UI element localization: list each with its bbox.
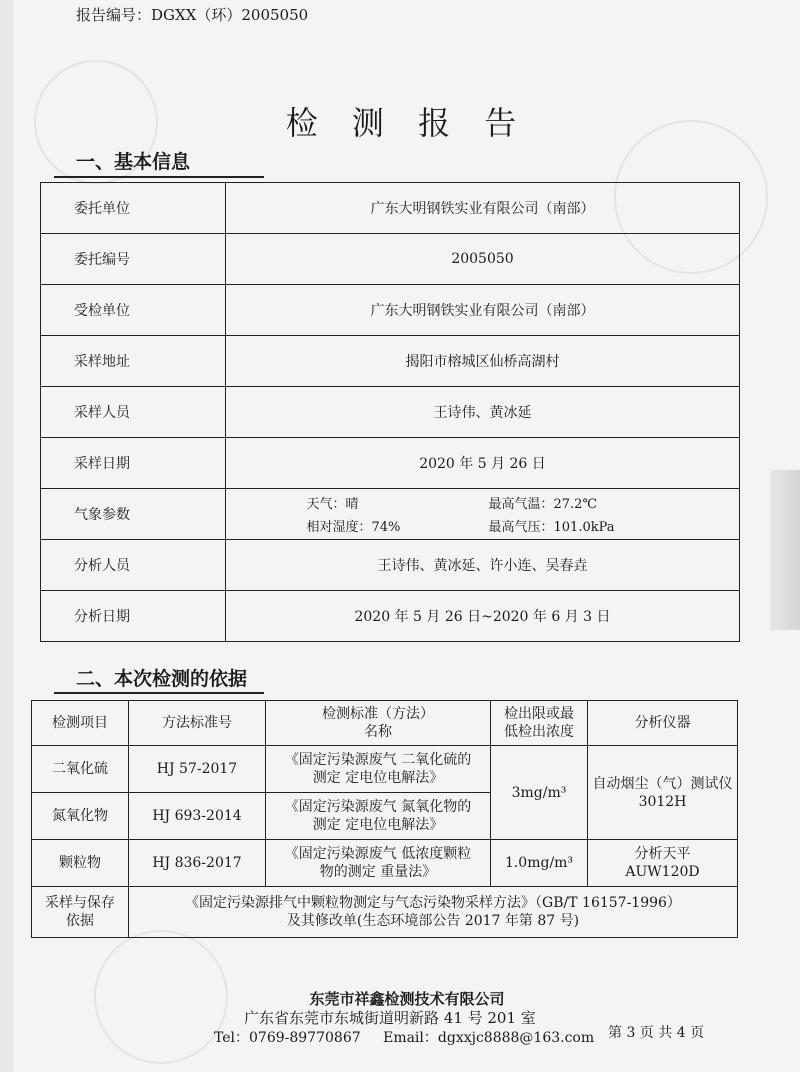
- cell-std-name: [266, 793, 491, 840]
- row-label: 采样日期: [41, 438, 226, 489]
- footer-company: 东莞市祥鑫检测技术有限公司: [309, 990, 505, 1008]
- row-label: 委托编号: [41, 234, 226, 285]
- adjacent-page-edge: [770, 470, 800, 630]
- cell-instrument-pm: [588, 840, 738, 887]
- row-label: 分析人员: [41, 540, 226, 591]
- table-row: [41, 540, 740, 591]
- section-heading-basis: 二、本次检测的依据: [76, 668, 248, 690]
- row-value: 揭阳市榕城区仙桥高湖村: [226, 336, 740, 387]
- table-row: [41, 285, 740, 336]
- weather-values: [226, 489, 740, 540]
- cell-std-no: HJ 57-2017: [129, 746, 266, 793]
- cell-std-no: HJ 693-2014: [129, 793, 266, 840]
- instrument-pm-line1: 分析天平: [634, 846, 691, 862]
- sampling-label-line1: 采样与保存: [45, 895, 115, 911]
- cell-limit-pm: 1.0mg/m³: [491, 840, 588, 887]
- cell-std-no: HJ 836-2017: [129, 840, 266, 887]
- row-value: 2020 年 5 月 26 日~2020 年 6 月 3 日: [226, 591, 740, 642]
- row-value: 王诗伟、黄冰延、许小连、吴春垚: [226, 540, 740, 591]
- footer-contact: [214, 1027, 612, 1047]
- row-value: 广东大明钢铁实业有限公司（南部）: [226, 183, 740, 234]
- header-std-name-line1: 检测标准（方法）: [322, 706, 434, 722]
- basic-info-table: [40, 182, 740, 642]
- table-row: [32, 746, 738, 793]
- footer-email: Email：dgxxjc8888@163.com: [383, 1030, 595, 1046]
- row-value: 2005050: [226, 234, 740, 285]
- header-instrument: 分析仪器: [588, 701, 738, 746]
- cell-std-name-line2: 测定 定电位电解法》: [312, 817, 444, 833]
- sampling-label-line2: 依据: [66, 913, 94, 929]
- row-label: 采样地址: [41, 336, 226, 387]
- section-heading-basic-info: 一、基本信息: [76, 151, 191, 173]
- instrument-pm-line2: AUW120D: [625, 864, 700, 880]
- row-value: 2020 年 5 月 26 日: [226, 438, 740, 489]
- table-row-sampling: [32, 887, 738, 938]
- cell-std-name-line1: 《固定污染源废气 二氧化硫的: [284, 752, 472, 768]
- table-row: [41, 183, 740, 234]
- cell-sampling-text: [129, 887, 738, 938]
- header-std-no: 方法标准号: [129, 701, 266, 746]
- header-limit-line1: 检出限或最: [504, 706, 574, 722]
- instrument-gas-line2: 3012H: [638, 793, 687, 810]
- page-title: 检 测 报 告: [285, 104, 529, 142]
- header-limit: [491, 701, 588, 746]
- table-row: [41, 387, 740, 438]
- max-temp-text: 最高气温：27.2℃: [488, 497, 597, 512]
- table-header-row: [32, 701, 738, 746]
- page-number: 第 3 页 共 4 页: [608, 1025, 705, 1041]
- cell-sampling-label: [32, 887, 129, 938]
- row-label: 气象参数: [41, 489, 226, 540]
- table-row: [41, 591, 740, 642]
- cell-std-name-line1: 《固定污染源废气 氮氧化物的: [284, 799, 472, 815]
- cell-std-name: [266, 746, 491, 793]
- report-page: [14, 0, 800, 1072]
- header-limit-line2: 低检出浓度: [504, 724, 574, 740]
- footer-tel: Tel：0769-89770867: [214, 1030, 361, 1046]
- humidity-text: 相对湿度：74%: [306, 520, 401, 535]
- table-row: [32, 840, 738, 887]
- cell-std-name: [266, 840, 491, 887]
- table-row: [41, 336, 740, 387]
- table-row-weather: [41, 489, 740, 540]
- cell-item: 二氧化硫: [32, 746, 129, 793]
- instrument-gas-line1: 自动烟尘（气）测试仪: [592, 775, 733, 792]
- heading-underline: [54, 176, 264, 178]
- row-label: 委托单位: [41, 183, 226, 234]
- max-pressure-text: 最高气压：101.0kPa: [488, 520, 615, 535]
- cell-item: 颗粒物: [32, 840, 129, 887]
- row-value: 广东大明钢铁实业有限公司（南部）: [226, 285, 740, 336]
- row-label: 受检单位: [41, 285, 226, 336]
- sampling-text-line1: 《固定污染源排气中颗粒物测定与气态污染物采样方法》（GB/T 16157-1996）: [185, 895, 681, 911]
- heading-underline: [54, 692, 264, 694]
- footer-address: 广东省东莞市东城街道明新路 41 号 201 室: [244, 1009, 536, 1027]
- table-row: [41, 234, 740, 285]
- basis-table: [31, 700, 738, 938]
- report-number: 报告编号：DGXX（环）2005050: [76, 6, 309, 24]
- header-item: 检测项目: [32, 701, 129, 746]
- cell-std-name-line1: 《固定污染源废气 低浓度颗粒: [284, 846, 472, 862]
- cell-std-name-line2: 测定 定电位电解法》: [312, 770, 444, 786]
- table-row: [41, 438, 740, 489]
- cell-item: 氮氧化物: [32, 793, 129, 840]
- header-std-name: [266, 701, 491, 746]
- weather-text: 天气：晴: [306, 497, 359, 512]
- row-label: 分析日期: [41, 591, 226, 642]
- cell-std-name-line2: 物的测定 重量法》: [319, 864, 437, 880]
- row-label: 采样人员: [41, 387, 226, 438]
- cell-instrument-gas: [588, 746, 738, 840]
- row-value: 王诗伟、黄冰延: [226, 387, 740, 438]
- cell-limit-gas: 3mg/m³: [491, 746, 588, 840]
- header-std-name-line2: 名称: [364, 724, 392, 740]
- sampling-text-line2: 及其修改单(生态环境部公告 2017 年第 87 号): [286, 913, 580, 929]
